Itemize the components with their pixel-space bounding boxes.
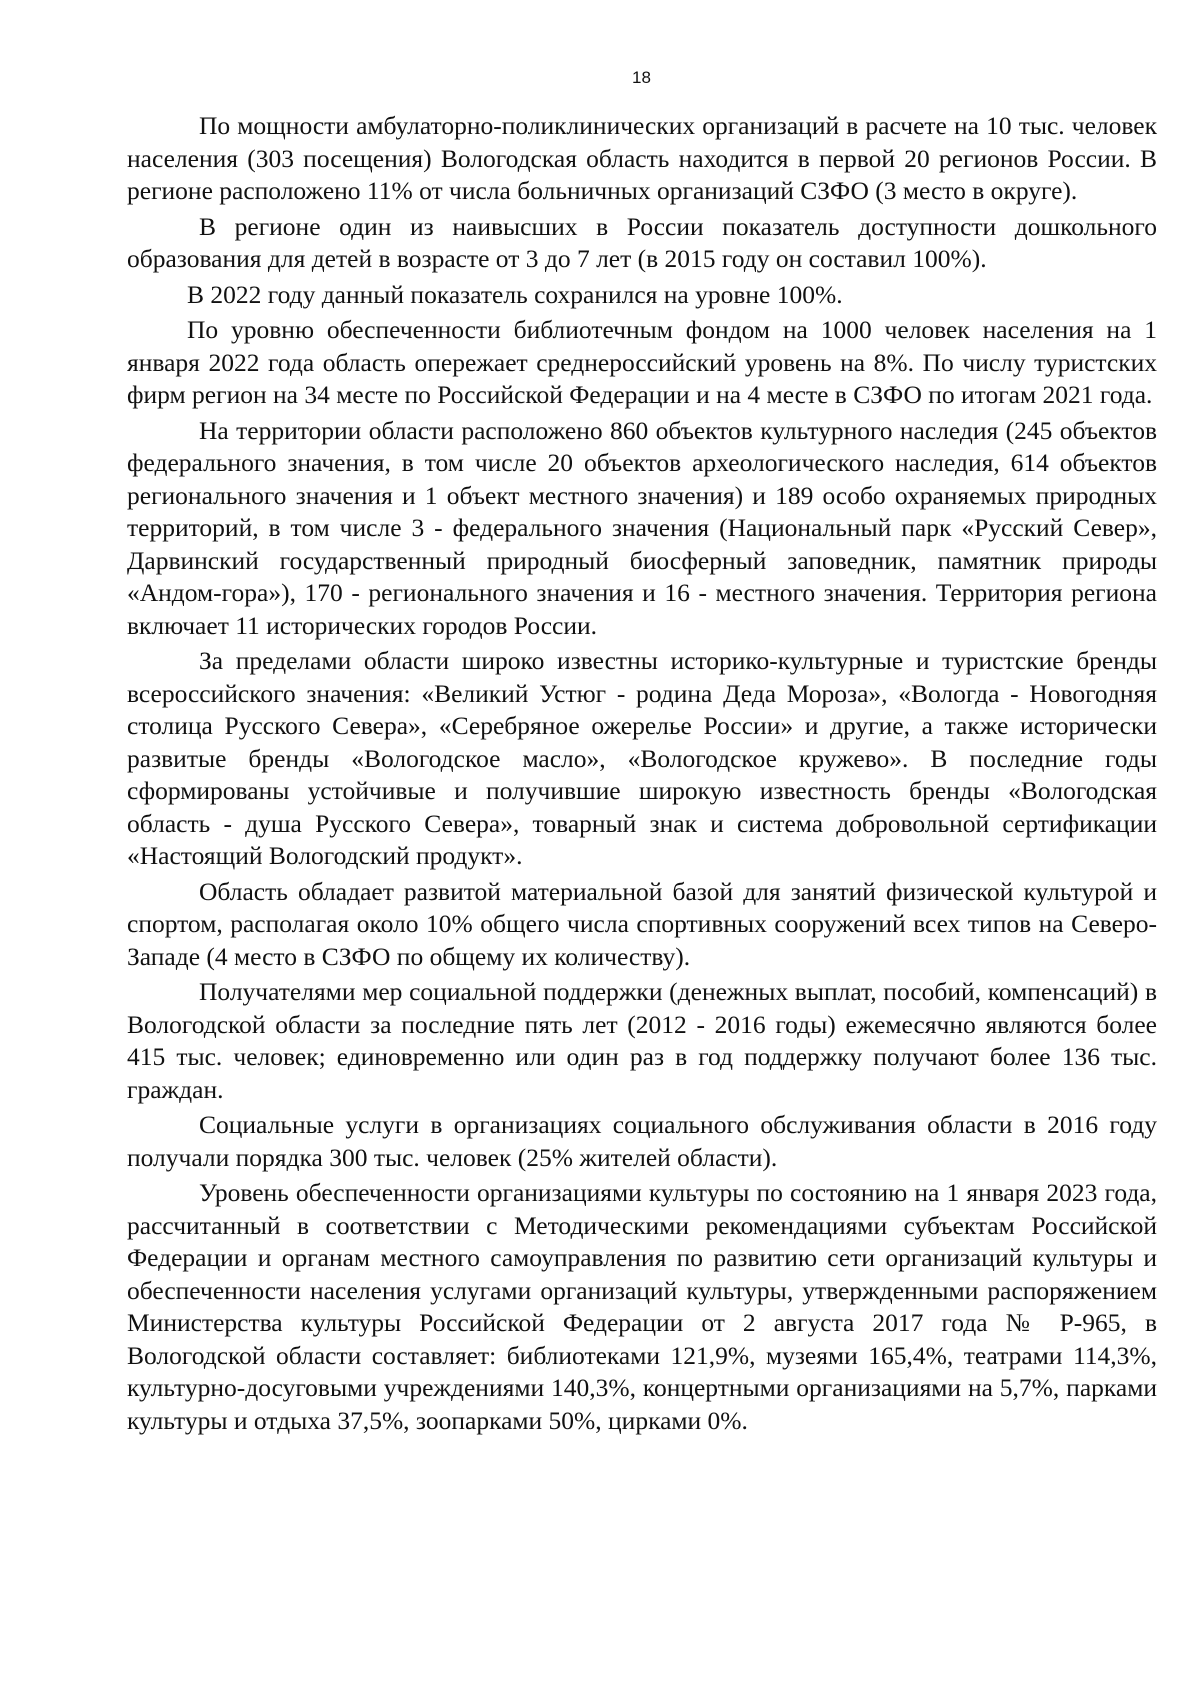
paragraph: По уровню обеспеченности библиотечным фондом на 1000 человек населения на 1 января 2022 года область опережает среднероссийский уровень на 8%. По числу туристских фирм регион на 34 месте по Российской Федерации и на 4 месте в СЗФО по итогам 2021 года. xyxy=(127,315,1157,409)
paragraph: В 2022 году данный показатель сохранился на уровне 100%. xyxy=(187,279,843,309)
paragraph: По мощности амбулаторно-поликлинических организаций в расчете на 10 тыс. человек населения (303 посещения) Вологодская область находится в первой 20 регионов России. В регионе расположено 11% от числа больничных организаций СЗФО (3 место в округе). xyxy=(127,111,1157,205)
body-text xyxy=(127,110,1157,1440)
paragraph: За пределами области широко известны историко-культурные и туристские бренды всероссийского значения: «Великий Устюг - родина Деда Мороза», «Вологда - Новогодняя столица Русского Севера», «Серебряное ожерелье России» и другие, а также исторически развитые бренды «Вологодское масло», «Вологодское кружево». В последние годы сформированы устойчивые и получившие широкую известность бренды «Вологодская область - душа Русского Севера», товарный знак и система добровольной сертификации «Настоящий Вологодский продукт». xyxy=(127,646,1157,870)
page-number: 18 xyxy=(632,68,651,87)
paragraph: На территории области расположено 860 объектов культурного наследия (245 объектов федерального значения, в том числе 20 объектов археологического наследия, 614 объектов регионального значения и 1 объект местного значения) и 189 особо охраняемых природных территорий, в том числе 3 - федерального значения (Национальный парк «Русский Север», Дарвинский государственный природный биосферный заповедник, памятник природы «Андом-гора»), 170 - регионального значения и 16 - местного значения. Территория региона включает 11 исторических городов России. xyxy=(127,415,1157,640)
paragraph: Область обладает развитой материальной базой для занятий физической культурой и спортом, располагая около 10% общего числа спортивных сооружений всех типов на Северо-Западе (4 место в СЗФО по общему их количеству). xyxy=(127,876,1157,971)
paragraph: Социальные услуги в организациях социального обслуживания области в 2016 году получали порядка 300 тыс. человек (25% жителей области). xyxy=(127,1110,1157,1172)
paragraph: В регионе один из наивысших в России показатель доступности дошкольного образования для детей в возрасте от 3 до 7 лет (в 2015 году он составил 100%). xyxy=(127,211,1157,273)
paragraph: Уровень обеспеченности организациями культуры по состоянию на 1 января 2023 года, рассчитанный в соответствии с Методическими рекомендациями субъектам Российской Федерации и органам местного самоуправления по развитию сети организаций культуры и обеспеченности населения услугами организаций культуры, утвержденными распоряжением Министерства культуры Российской Федерации от 2 августа 2017 года № Р-965, в Вологодской области составляет: библиотеками 121,9%, музеями 165,4%, театрами 114,3%, культурно-досуговыми учреждениями 140,3%, концертными организациями на 5,7%, парками культуры и отдыха 37,5%, зоопарками 50%, цирками 0%. xyxy=(127,1178,1157,1435)
paragraph: Получателями мер социальной поддержки (денежных выплат, пособий, компенсаций) в Вологодской области за последние пять лет (2012 - 2016 годы) ежемесячно являются более 415 тыс. человек; единовременно или один раз в год поддержку получают более 136 тыс. граждан. xyxy=(127,977,1157,1104)
